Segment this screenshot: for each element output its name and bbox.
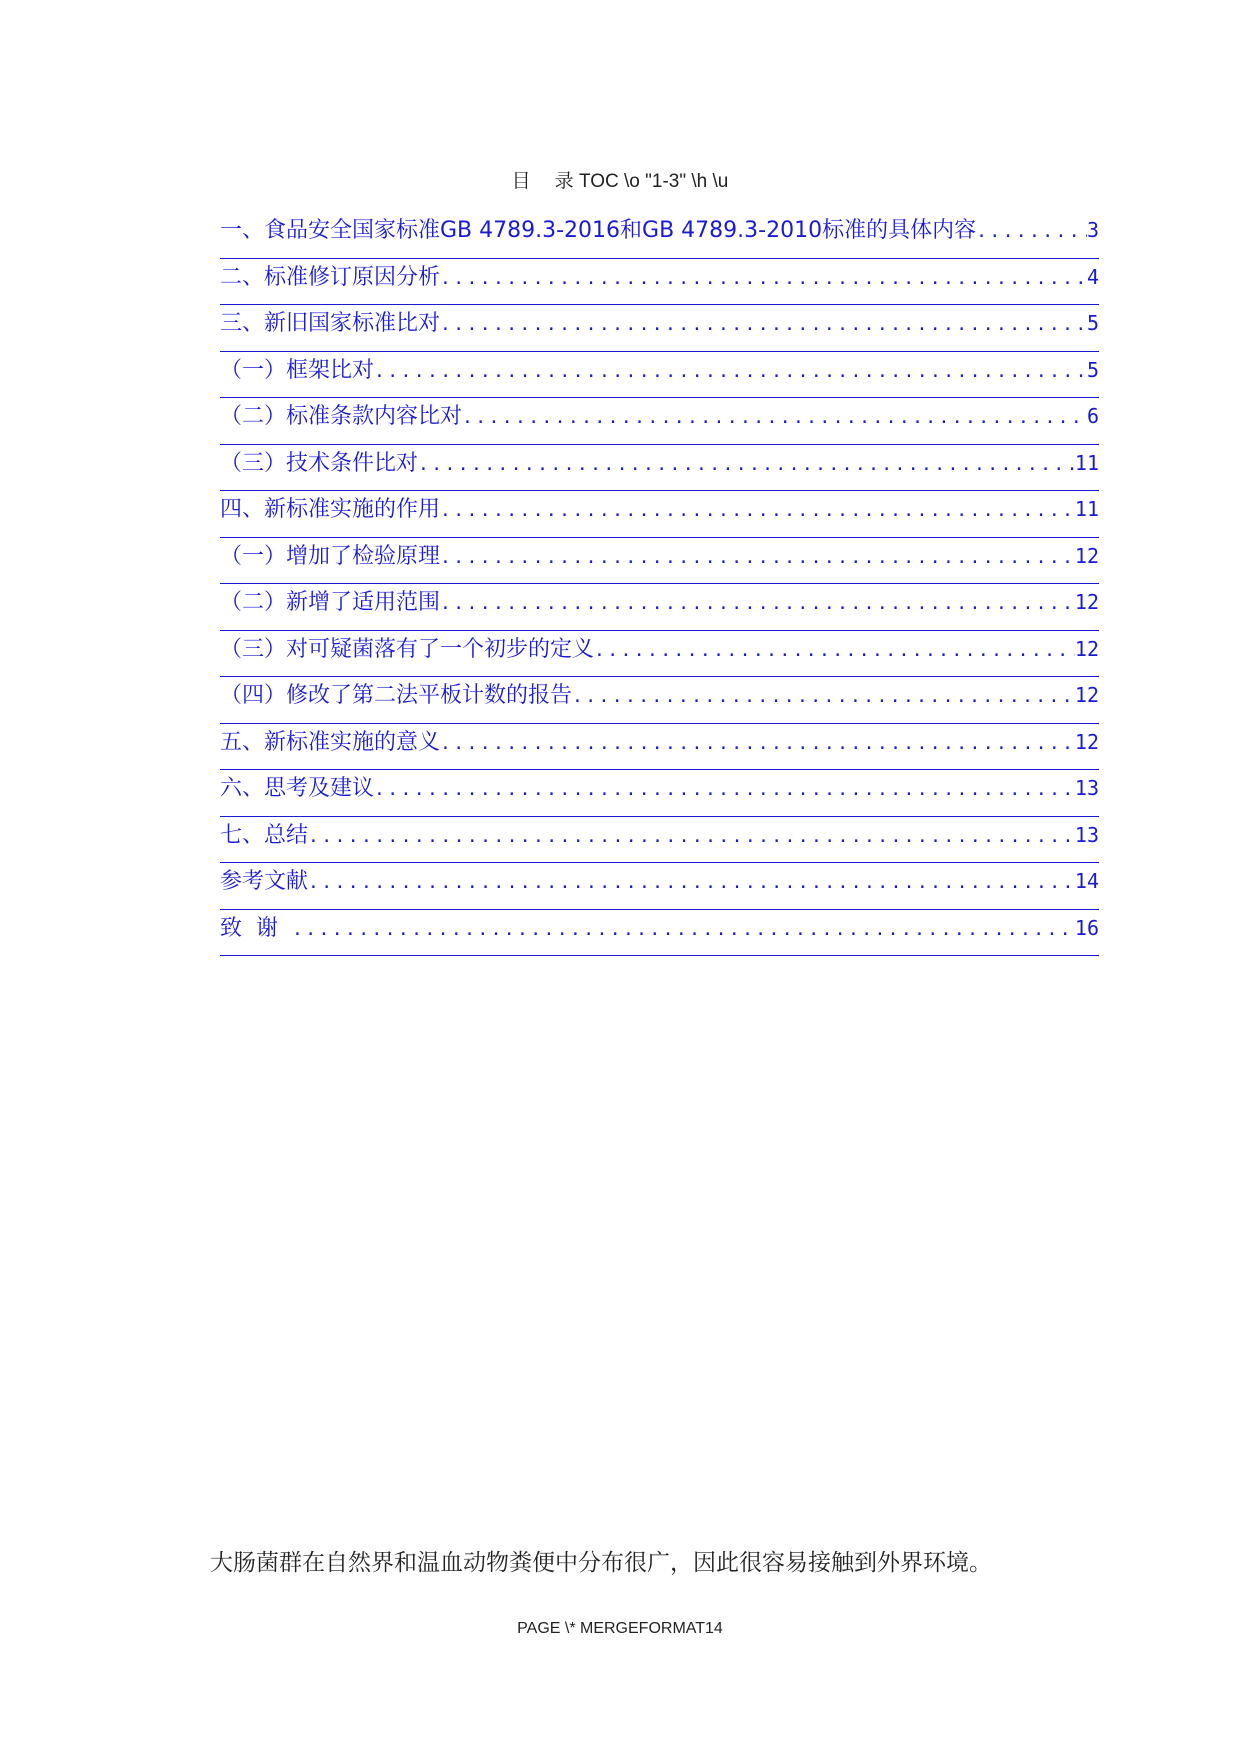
toc-entry[interactable] (220, 445, 1099, 492)
toc-leader-dots (440, 590, 1075, 618)
toc-entry-page: 5 (1086, 311, 1099, 335)
toc-entry[interactable] (220, 817, 1099, 864)
toc-entry-title: 六、思考及建议 (220, 776, 375, 801)
toc-heading (0, 166, 1240, 193)
toc-entry-page: 12 (1074, 590, 1099, 614)
toc-entry[interactable] (220, 352, 1099, 399)
toc-heading-mu: 目 (511, 171, 531, 192)
toc-leader-dots (440, 311, 1087, 339)
toc-leader-dots (308, 823, 1075, 851)
toc-entry-page: 11 (1074, 497, 1099, 521)
toc-entry[interactable] (220, 259, 1099, 306)
toc-entry-page: 11 (1074, 450, 1099, 475)
toc-entry-title: 四、新标准实施的作用 (220, 497, 441, 522)
toc-entry-title: （一）增加了检验原理 (220, 543, 441, 569)
toc-entry-title: 一、食品安全国家标准GB 4789.3-2016和GB 4789.3-2010标准的具体内容 (220, 218, 977, 243)
toc-entry-title: 致谢 (220, 915, 293, 941)
toc-entry[interactable] (220, 631, 1099, 678)
toc-entry[interactable] (220, 584, 1099, 631)
toc-entry-title: （二）新增了适用范围 (220, 590, 441, 615)
toc-leader-dots (594, 637, 1075, 665)
toc-entry-page: 12 (1074, 729, 1099, 754)
toc-entry-page: 12 (1074, 683, 1099, 707)
toc-leader-dots (440, 730, 1075, 758)
toc-entry[interactable] (220, 305, 1099, 352)
toc-entry[interactable] (220, 538, 1099, 585)
page-footer-field: PAGE \* MERGEFORMAT14 (517, 1620, 723, 1637)
toc-entry-title: （二）标准条款内容比对 (220, 404, 463, 429)
toc-entry-page: 12 (1074, 543, 1099, 568)
toc-entry-title: （四）修改了第二法平板计数的报告 (220, 683, 573, 708)
toc-leader-dots (292, 916, 1075, 944)
toc-entry-page: 14 (1074, 869, 1099, 893)
body-paragraph: 大肠菌群在自然界和温血动物粪便中分布很广，因此很容易接触到外界环境。 (210, 1550, 992, 1576)
toc-field-code: TOC \o "1-3" \h \u (578, 171, 729, 192)
toc-leader-dots (418, 451, 1075, 479)
toc-list (220, 212, 1099, 956)
toc-entry-title: （三）技术条件比对 (220, 450, 419, 476)
toc-entry-title: 二、标准修订原因分析 (220, 264, 441, 290)
toc-entry[interactable] (220, 677, 1099, 724)
toc-entry[interactable] (220, 398, 1099, 445)
toc-leader-dots (440, 265, 1087, 293)
toc-leader-dots (308, 869, 1075, 897)
toc-entry[interactable] (220, 724, 1099, 771)
toc-heading-lu: 录 (554, 171, 574, 192)
toc-entry-page: 12 (1074, 636, 1099, 661)
toc-entry-title: （一）框架比对 (220, 357, 375, 383)
toc-entry-page: 5 (1086, 357, 1099, 382)
toc-entry[interactable] (220, 910, 1099, 957)
toc-entry[interactable] (220, 491, 1099, 538)
toc-entry-title: 参考文献 (220, 869, 309, 894)
toc-leader-dots (440, 544, 1075, 572)
toc-entry-page: 6 (1086, 404, 1099, 428)
toc-entry[interactable] (220, 212, 1099, 259)
toc-entry-page: 16 (1074, 915, 1099, 940)
toc-entry-title: 五、新标准实施的意义 (220, 729, 441, 755)
toc-entry-page: 3 (1086, 218, 1099, 242)
toc-entry-title: 三、新旧国家标准比对 (220, 311, 441, 336)
toc-leader-dots (572, 683, 1075, 711)
toc-leader-dots (374, 358, 1087, 386)
toc-leader-dots (462, 404, 1087, 432)
toc-entry[interactable] (220, 770, 1099, 817)
toc-entry-page: 13 (1074, 776, 1099, 800)
toc-entry-page: 13 (1074, 822, 1099, 847)
toc-entry-title: 七、总结 (220, 822, 309, 848)
toc-leader-dots (976, 218, 1087, 246)
toc-entry-title: （三）对可疑菌落有了一个初步的定义 (220, 636, 595, 662)
toc-entry[interactable] (220, 863, 1099, 910)
toc-leader-dots (440, 497, 1075, 525)
toc-entry-page: 4 (1086, 264, 1099, 289)
toc-leader-dots (374, 776, 1075, 804)
